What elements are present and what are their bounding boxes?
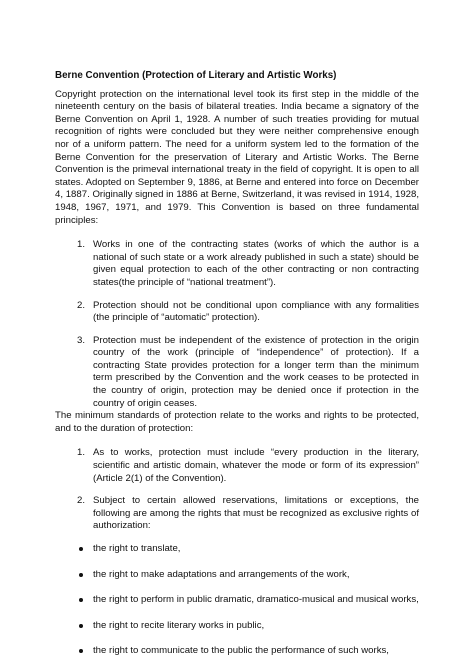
bullet-icon [79,598,83,602]
bullet-icon [79,547,83,551]
principles-list [55,239,419,410]
list-number: 1. [77,447,86,459]
intro-paragraph: Copyright protection on the international level took its first step in the middle of the nineteenth century on the basis of bilateral treaties. India became a signatory of the Berne Convention on April 1, 1928. A number of such treaties providing for mutual recognition of rights were concluded but they were neither comprehensive enough nor of a uniform pattern. The need for a uniform system led to the formation of the Berne Convention for the preservation of Literary and Artistic Works. The Berne Convention is the primeval international treaty in the field of copyright. It is open to all states. Adopted on September 9, 1886, at Berne and entered into force on December 4, 1887. Originally signed in 1886 at Berne, Switzerland, it was revised in 1914, 1928, 1948, 1967, 1971, and 1979. This Convention is based on three fundamental principles: [55,88,419,226]
bullet-item-text: the right to translate, [93,543,181,554]
list-item-text: As to works, protection must include “every production in the literary, scientific and artistic domain, whatever the mode or form of its expression” (Article 2(1) of the Convention). [93,447,419,484]
bullet-item-text: the right to recite literary works in public, [93,619,265,631]
list-item [55,239,419,289]
bullet-item [55,645,419,658]
document-page [55,70,419,671]
list-number: 2. [77,299,86,311]
document-title: Berne Convention (Protection of Literary and Artistic Works) [55,70,337,81]
bullet-icon [79,624,83,628]
bullet-item [55,594,419,607]
list-item-text: Works in one of the contracting states (works of which the author is a national of such state or a work already published in such a state) should be given equal protection to each of the other contracting or non contracting states(the principle of “national treatment”). [93,239,419,288]
min-standards-paragraph: The minimum standards of protection relate to the works and rights to be protected, and to the duration of protection: [55,410,419,434]
list-item [55,300,419,325]
bullet-item-text: the right to perform in public dramatic, dramatico-musical and musical works, [93,594,419,606]
list-item-text: Subject to certain allowed reservations, limitations or exceptions, the following are among the rights that must be recognized as exclusive rights of authorization: [93,495,419,532]
list-item [55,447,419,485]
bullet-item-text: the right to communicate to the public the performance of such works, [93,645,389,657]
bullet-item [55,543,419,556]
bullet-icon [79,573,83,577]
bullet-icon [79,649,83,653]
list-number: 3. [77,334,86,346]
bullet-item-text: the right to make adaptations and arrangements of the work, [93,568,350,580]
list-item [55,495,419,533]
list-item-text: Protection should not be conditional upon compliance with any formalities (the principle of “automatic” protection). [93,299,419,324]
bullet-item [55,569,419,582]
list-number: 1. [77,239,86,251]
bullet-item [55,620,419,633]
list-item-text: Protection must be independent of the existence of protection in the origin country of the work (principle of “independence” of protection). If a contracting State provides protection for a longer term than the minimum term prescribed by the Convention and the work ceases to be protected in the country of origin, protection may be denied once if protection in the country of origin ceases. [93,334,419,409]
list-number: 2. [77,495,86,507]
list-item [55,335,419,411]
standards-list [55,447,419,533]
rights-list [55,543,419,658]
